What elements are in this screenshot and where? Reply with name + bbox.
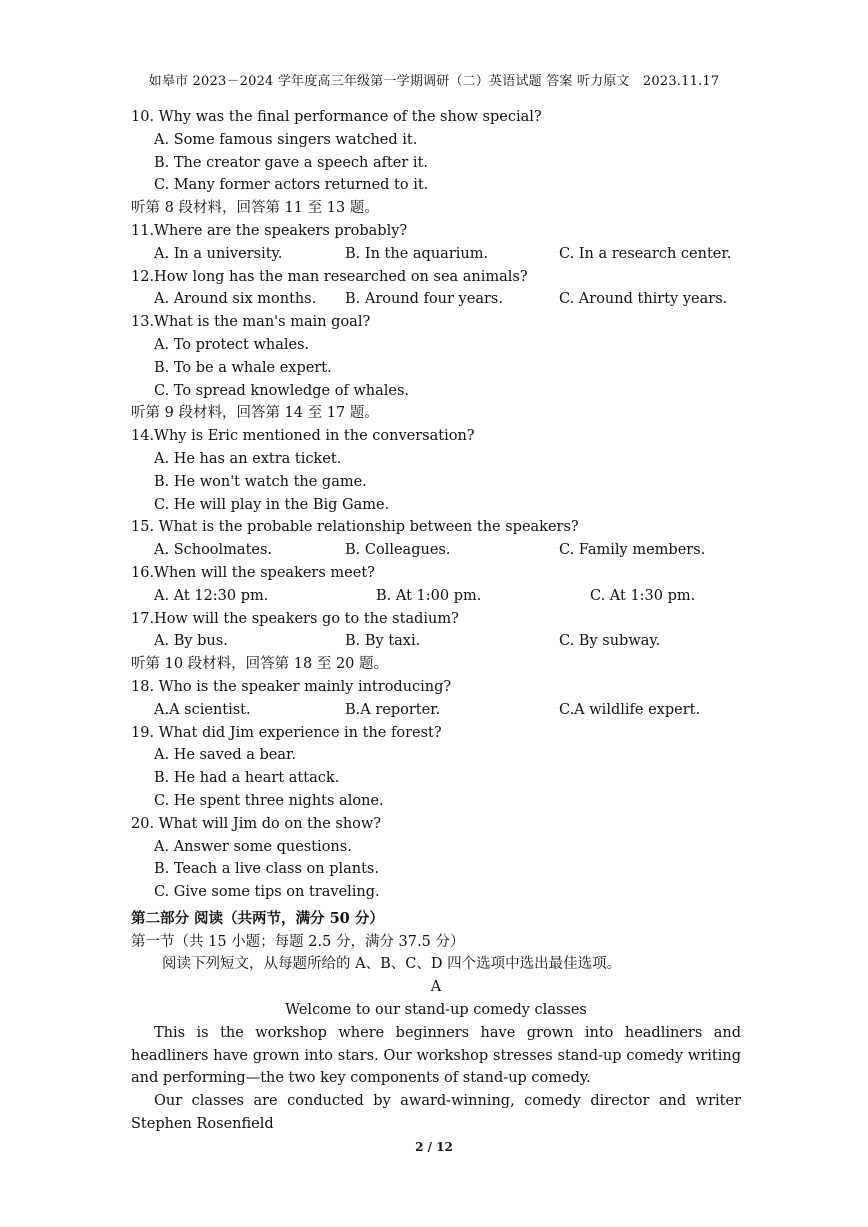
question-line: 19. What did Jim experience in the forest? [131,724,442,741]
part-two-title: 第二部分 阅读（共两节，满分 50 分） [131,909,384,927]
reading-instruction: 阅读下列短文，从每题所给的 A、B、C、D 四个选项中选出最佳选项。 [162,956,622,973]
option-cell: C.A wildlife expert. [559,701,701,718]
option-line: B. To be a whale expert. [154,359,332,376]
option-cell: C. Family members. [559,542,706,559]
option-cell: A. Schoolmates. [154,542,273,559]
question-line: 18. Who is the speaker mainly introducing? [131,678,452,695]
option-cell: A. Around six months. [154,291,317,308]
option-line: B. He won't watch the game. [154,473,367,490]
option-line: A. Some famous singers watched it. [154,131,418,148]
option-line: A. He saved a bear. [154,747,296,764]
listening-questions [131,106,741,904]
option-line: C. Many former actors returned to it. [154,177,429,194]
option-cell: B. Colleagues. [345,542,451,559]
option-cell: B. By taxi. [345,633,421,650]
question-line: 听第 10 段材料，回答第 18 至 20 题。 [131,656,389,673]
option-row [131,243,741,266]
question-line: 11.Where are the speakers probably? [131,222,408,239]
question-line: 听第 9 段材料，回答第 14 至 17 题。 [131,405,379,422]
passage-letter: A [430,979,442,996]
option-cell: B. Around four years. [345,291,503,308]
option-cell: B. At 1:00 pm. [376,587,482,604]
option-cell: A. In a university. [154,245,283,262]
option-cell: A. At 12:30 pm. [154,587,269,604]
question-line: 14.Why is Eric mentioned in the conversation? [131,428,475,445]
option-line: C. To spread knowledge of whales. [154,382,410,399]
option-line: A. To protect whales. [154,336,310,353]
option-cell: C. In a research center. [559,245,732,262]
option-line: B. He had a heart attack. [154,770,340,787]
option-cell: B.A reporter. [345,701,441,718]
question-line: 13.What is the man's main goal? [131,314,371,331]
option-row [131,539,741,562]
passage-paragraph-2: Our classes are conducted by award-winning, comedy director and writer Stephen Rosenfield [131,1093,741,1133]
option-line: C. He will play in the Big Game. [154,496,390,513]
page-content [131,106,741,1136]
question-line: 17.How will the speakers go to the stadium? [131,610,459,627]
option-cell: B. In the aquarium. [345,245,489,262]
question-line: 20. What will Jim do on the show? [131,815,382,832]
option-line: C. He spent three nights alone. [154,792,384,809]
section-one-title: 第一节（共 15 小题；每题 2.5 分，满分 37.5 分） [131,933,465,950]
option-cell: C. Around thirty years. [559,291,728,308]
option-line: C. Give some tips on traveling. [154,884,380,901]
option-cell: C. By subway. [559,633,661,650]
option-row [131,288,741,311]
option-cell: A.A scientist. [154,701,251,718]
passage-title: Welcome to our stand-up comedy classes [285,1002,587,1019]
page-header: 如皋市 2023－2024 学年度高三年级第一学期调研（二）英语试题 答案 听力原文 2023.11.17 [148,74,720,89]
option-row [131,585,741,608]
question-line: 15. What is the probable relationship between the speakers? [131,519,579,536]
question-line: 16.When will the speakers meet? [131,564,375,581]
question-line: 10. Why was the final performance of the show special? [131,109,542,125]
option-cell: C. At 1:30 pm. [590,587,696,604]
option-line: A. Answer some questions. [154,838,352,855]
question-line: 12.How long has the man researched on sea animals? [131,268,528,285]
passage-paragraph-1: This is the workshop where beginners have grown into headliners and headliners have grown into stars. Our workshop stresses stand-up comedy writing and performing—the two key components of stand-up comedy. [131,1024,741,1087]
option-row [131,699,741,722]
option-row [131,630,741,653]
option-line: B. The creator gave a speech after it. [154,154,428,171]
option-line: A. He has an extra ticket. [154,450,342,467]
page-number: 2 / 12 [415,1140,453,1154]
option-line: B. Teach a live class on plants. [154,861,379,878]
option-cell: A. By bus. [154,633,228,650]
question-line: 听第 8 段材料，回答第 11 至 13 题。 [131,200,379,217]
